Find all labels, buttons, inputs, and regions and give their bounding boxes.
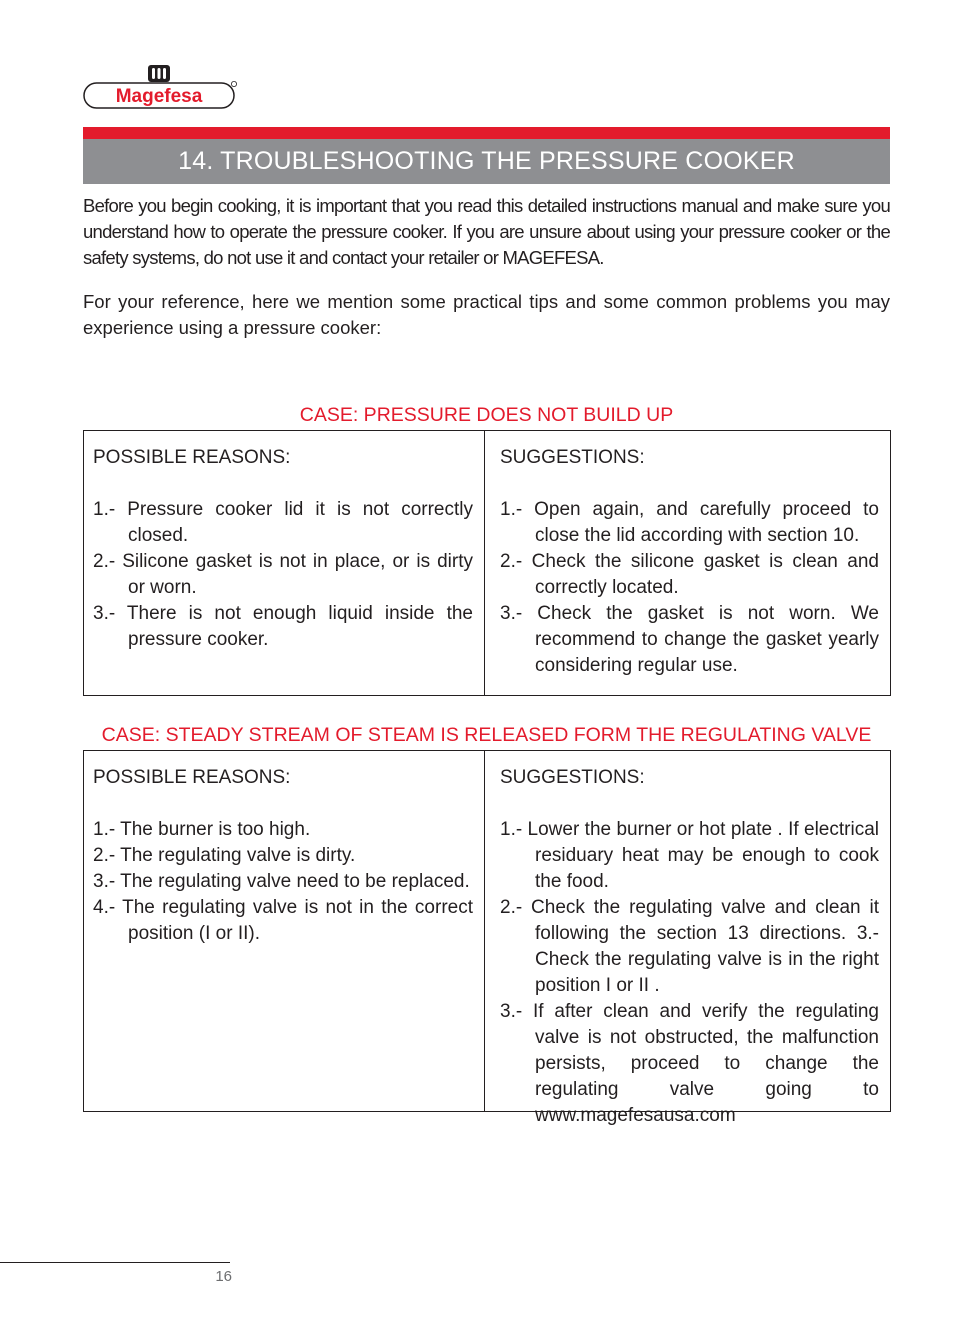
list-item: 1.- Open again, and carefully proceed to close the lid according with section 10. xyxy=(500,499,879,546)
list-item: 3.- There is not enough liquid inside the pressure cooker. xyxy=(93,603,473,650)
case-1-table xyxy=(83,430,891,696)
list-item: 1.- Lower the burner or hot plate . If electrical residuary heat may be enough to cook the food. xyxy=(500,819,879,892)
case-2-suggestions xyxy=(485,751,890,1126)
reasons-list xyxy=(93,817,473,947)
list-item: 4.- The regulating valve is not in the correct position (I or II). xyxy=(93,897,473,944)
suggestions-list xyxy=(500,817,879,1129)
suggestions-list xyxy=(500,497,879,679)
intro-paragraph-2: For your reference, here we mention some practical tips and some common problems you may experience using a pressure cooker: xyxy=(83,291,890,338)
reasons-heading: POSSIBLE REASONS: xyxy=(93,767,291,788)
case-2-reasons xyxy=(84,751,485,1111)
list-item: 3.- If after clean and verify the regulating valve is not obstructed, the malfunction persists, proceed to change the regulating valve going to www.magefesausa.com xyxy=(500,1001,879,1126)
case-1-title: CASE: PRESSURE DOES NOT BUILD UP xyxy=(299,404,674,426)
list-item: 3.- The regulating valve need to be replaced. xyxy=(93,871,470,892)
list-item: 3.- Check the gasket is not worn. We recommend to change the gasket yearly considering regular use. xyxy=(500,603,879,676)
case-1-suggestions xyxy=(485,431,890,695)
reasons-list xyxy=(93,497,473,653)
footer-divider xyxy=(0,1262,230,1263)
list-item: 2.- The regulating valve is dirty. xyxy=(93,845,356,866)
list-item: 1.- Pressure cooker lid it is not correctly closed. xyxy=(93,499,473,546)
svg-text:Magefesa: Magefesa xyxy=(115,86,203,107)
suggestions-heading: SUGGESTIONS: xyxy=(500,447,645,468)
intro-paragraph-1: Before you begin cooking, it is important that you read this detailed instructions manual and make sure you understand how to operate the pressure cooker. If you are unsure about using your pressure cooker or the safety systems, do not use it and contact your retailer or MAGEFESA. xyxy=(83,195,890,268)
list-item: 1.- The burner is too high. xyxy=(93,819,311,840)
case-2-table xyxy=(83,750,891,1126)
list-item: 2.- Check the silicone gasket is clean and correctly located. xyxy=(500,551,879,598)
suggestions-heading: SUGGESTIONS: xyxy=(500,767,645,788)
reasons-heading: POSSIBLE REASONS: xyxy=(93,447,291,468)
list-item: 2.- Check the regulating valve and clean it following the section 13 directions. 3.- Check the regulating valve is in the right position I or II . xyxy=(500,897,879,996)
case-2-title: CASE: STEADY STREAM OF STEAM IS RELEASED FORM THE REGULATING VALVE xyxy=(101,724,872,746)
page-title: 14. TROUBLESHOOTING THE PRESSURE COOKER xyxy=(83,139,890,184)
page-number: 16 xyxy=(215,1268,232,1285)
header-accent-bar xyxy=(83,127,890,139)
case-1-reasons xyxy=(84,431,485,695)
section-header xyxy=(83,127,890,184)
magefesa-logo xyxy=(82,64,238,110)
list-item: 2.- Silicone gasket is not in place, or is dirty or worn. xyxy=(93,551,473,598)
